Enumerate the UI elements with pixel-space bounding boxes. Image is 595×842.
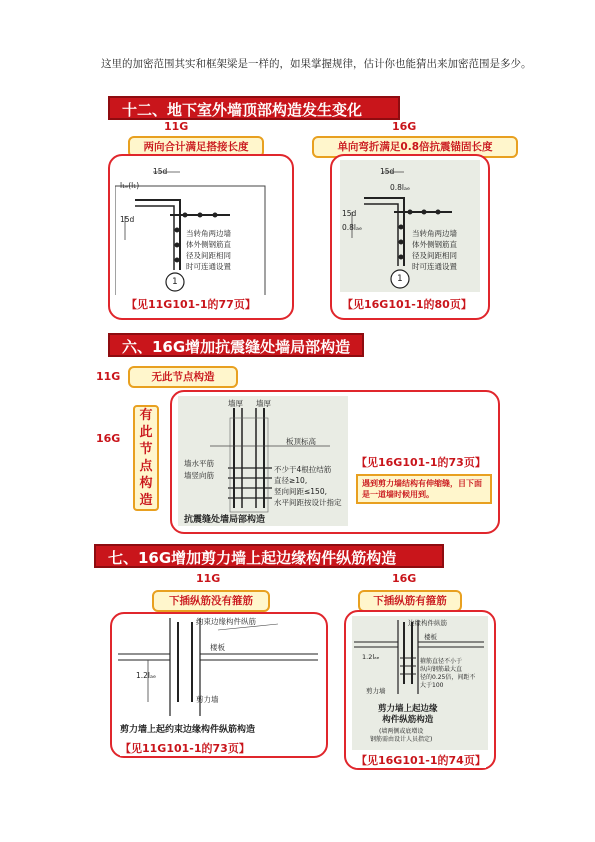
section12-right-note: 当转角两边墙 体外侧钢筋直 径及间距相同 时可连通设置 xyxy=(412,229,457,271)
section7-left-label-dim: 1.2lₐₑ xyxy=(136,671,157,680)
section6-label-vertical: 墙竖向筋 xyxy=(184,471,214,480)
section12-left-version: 11G xyxy=(164,120,189,133)
section7-right-note: 箍筋直径不小于 纵向钢筋最大直 径的0.25倍，间距不 大于100 xyxy=(420,658,476,689)
section7-left-ref: 【见11G101-1的73页】 xyxy=(120,742,250,755)
section6-tag-11g: 无此节点构造 xyxy=(128,366,238,388)
section12-right-dim-side2: 0.8lₐₑ xyxy=(342,223,363,232)
section12-left-ref: 【见11G101-1的77页】 xyxy=(126,298,256,311)
section7-banner: 七、16G增加剪力墙上起边缘构件纵筋构造 xyxy=(94,544,444,568)
section12-right-dim-side: 15d xyxy=(342,209,357,218)
section7-right-label-wall: 剪力墙 xyxy=(366,687,386,695)
section7-right-version: 16G xyxy=(392,572,417,585)
section12-right-dim-top: 15d xyxy=(380,167,395,176)
section7-right-tag: 下插纵筋有箍筋 xyxy=(358,590,462,612)
intro-paragraph: 这里的加密范围其实和框架梁是一样的，如果掌握规律，估计你也能猜出来加密范围是多少。 xyxy=(101,58,532,70)
section12-left-dim-la: l₁ₑ(l₁) xyxy=(120,181,140,190)
section6-ref: 【见16G101-1的73页】 xyxy=(356,456,486,469)
section12-left-note: 当转角两边墙 体外侧钢筋直 径及间距相同 时可连通设置 xyxy=(186,229,231,271)
section6-label-thick2: 墙厚 xyxy=(256,399,271,408)
section7-left-drawing xyxy=(118,616,322,720)
section12-right-circle-label: 1 xyxy=(397,274,403,284)
section6-label-horizontal: 墙水平筋 xyxy=(184,459,214,468)
section6-caption: 抗震缝处墙局部构造 xyxy=(184,515,266,525)
section6-version-11g: 11G xyxy=(96,370,121,383)
section6-label-thick1: 墙厚 xyxy=(228,399,243,408)
section12-right-dim-la: 0.8lₐₑ xyxy=(390,183,411,192)
section12-right-ref: 【见16G101-1的80页】 xyxy=(342,298,472,311)
section7-right-subcaption: (墙两侧或底增设 钢筋需由设计人员指定) xyxy=(370,728,433,743)
section7-left-label-wall: 剪力墙 xyxy=(196,695,219,704)
section12-left-circle-label: 1 xyxy=(172,277,178,287)
section12-left-dim-top: 15d xyxy=(153,167,168,176)
section12-right-tag: 单向弯折满足0.8倍抗震锚固长度 xyxy=(312,136,518,158)
section7-left-tag: 下插纵筋没有箍筋 xyxy=(152,590,270,612)
section7-left-label-top: 约束边缘构件纵筋 xyxy=(196,617,256,626)
section6-note: 不少于4根拉结筋 直径≥10, 竖向间距≤150, 水平间距按设计指定 xyxy=(274,465,342,507)
section12-right-version: 16G xyxy=(392,120,417,133)
section7-right-label-dim: 1.2lₐₑ xyxy=(362,653,380,661)
section7-left-version: 11G xyxy=(196,572,221,585)
section12-left-dim-side: 15d xyxy=(120,215,135,224)
section7-right-label-slab: 楼板 xyxy=(424,633,437,641)
section12-banner: 十二、地下室外墙顶部构造发生变化 xyxy=(108,96,400,120)
section6-label-slab: 板顶标高 xyxy=(286,437,316,446)
section7-right-caption: 剪力墙上起边缘 构件纵筋构造 xyxy=(378,704,438,725)
section6-vertical-tag: 有 此 节 点 构 造 xyxy=(133,405,159,511)
section12-left-tag: 两向合计满足搭接长度 xyxy=(128,136,264,158)
section7-left-label-slab: 楼板 xyxy=(210,643,225,652)
section7-left-caption: 剪力墙上起约束边缘构件纵筋构造 xyxy=(120,725,256,735)
section6-banner: 六、16G增加抗震缝处墙局部构造 xyxy=(108,333,364,357)
section7-right-ref: 【见16G101-1的74页】 xyxy=(356,754,486,767)
section6-version-16g: 16G xyxy=(96,432,121,445)
section6-red-note: 遇到剪力墙结构有伸缩缝，目下面是一道墙时候用到。 xyxy=(356,474,492,504)
section7-right-label-top: 边缘构件纵筋 xyxy=(408,619,447,627)
